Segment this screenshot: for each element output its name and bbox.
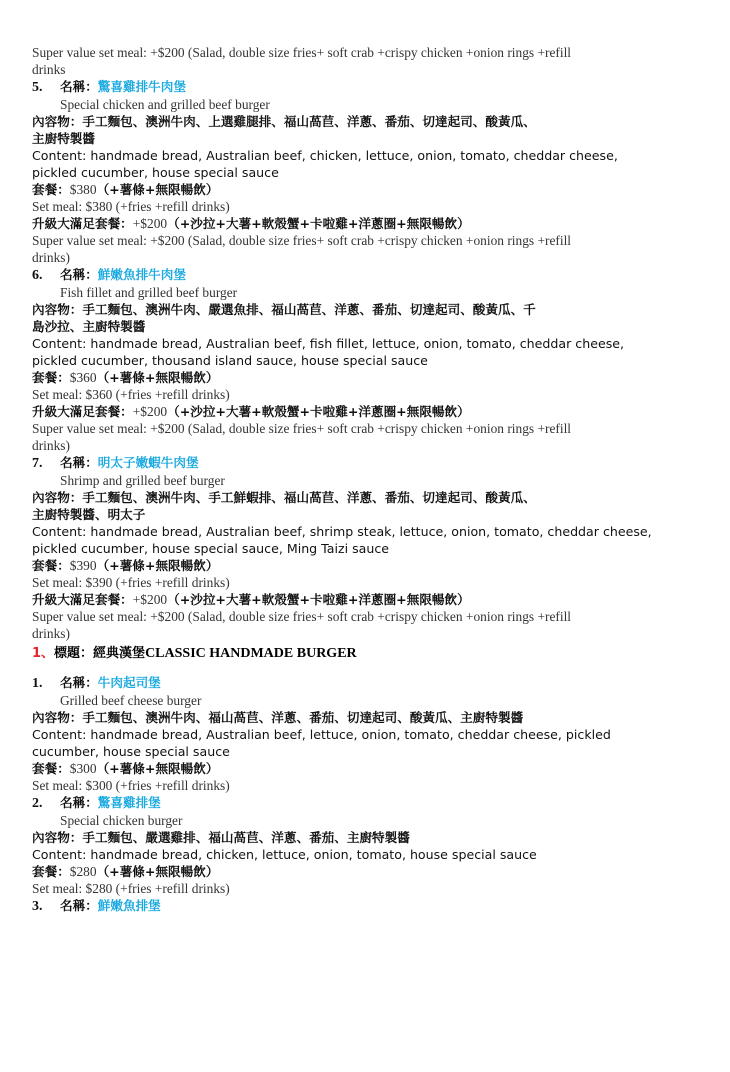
- set-meal-en: Set meal: $360 (+fries +refill drinks): [32, 387, 230, 402]
- upgrade-en-cont: drinks): [32, 438, 70, 453]
- upgrade-en: Super value set meal: +$200 (Salad, double size fries+ soft crab +crispy chicken +onion rings +refill: [32, 421, 572, 436]
- content-zh: 內容物：手工麵包、澳洲牛肉、福山萵苣、洋蔥、番茄、切達起司、酸黃瓜、主廚特製醬: [32, 710, 524, 725]
- content-en-cont: pickled cucumber, house special sauce, Ming Taizi sauce: [32, 541, 390, 556]
- set-price: $380: [69, 182, 97, 197]
- item-name-line: [32, 266, 710, 284]
- item-en-name: Special chicken burger: [60, 813, 183, 828]
- section-heading: [32, 644, 710, 664]
- set-label: 套餐：: [32, 761, 70, 776]
- set-meal-zh: [32, 181, 710, 198]
- content-en: Content: handmade bread, Australian beef, chicken, lettuce, onion, tomato, cheddar cheese,: [32, 148, 618, 163]
- item-number: 2.: [32, 796, 43, 811]
- name-label: 名稱：: [60, 455, 98, 470]
- item-name: 明太子嫩蝦牛肉堡: [97, 455, 199, 470]
- set-label: 套餐：: [32, 558, 70, 573]
- set-meal-en: Set meal: $280 (+fries +refill drinks): [32, 881, 230, 896]
- item-name: 牛肉起司堡: [97, 675, 161, 690]
- upgrade-en: Super value set meal: +$200 (Salad, double size fries+ soft crab +crispy chicken +onion rings +refill: [32, 609, 572, 624]
- section-label: 標題：經典漢堡: [54, 646, 146, 661]
- name-label: 名稱：: [60, 79, 98, 94]
- content-zh-cont: 主廚特製醬: [32, 131, 95, 146]
- name-label: 名稱：: [60, 675, 98, 690]
- content-zh: 內容物：手工麵包、嚴選雞排、福山萵苣、洋蔥、番茄、主廚特製醬: [32, 830, 410, 845]
- content-en: Content: handmade bread, Australian beef, shrimp steak, lettuce, onion, tomato, cheddar cheese,: [32, 524, 652, 539]
- upgrade-note: （+沙拉+大薯+軟殼蟹+卡啦雞+洋蔥圈+無限暢飲）: [167, 404, 470, 419]
- set-meal-zh: [32, 557, 710, 574]
- upgrade-zh: [32, 591, 710, 608]
- name-label: 名稱：: [60, 898, 98, 913]
- set-meal-zh: [32, 863, 710, 880]
- set-note: （+薯條+無限暢飲）: [96, 558, 219, 573]
- set-meal-zh: [32, 369, 710, 386]
- classic-item-2: [32, 794, 710, 897]
- item-number: 3.: [32, 899, 43, 914]
- content-zh-cont: 主廚特製醬、明太子: [32, 507, 146, 522]
- item-en-name: Special chicken and grilled beef burger: [60, 97, 270, 112]
- content-zh: 內容物：手工麵包、澳洲牛肉、手工鮮蝦排、福山萵苣、洋蔥、番茄、切達起司、酸黃瓜、: [32, 490, 536, 505]
- set-meal-en: Set meal: $390 (+fries +refill drinks): [32, 575, 230, 590]
- set-price: $280: [69, 864, 97, 879]
- upgrade-label: 升級大滿足套餐：: [32, 592, 133, 607]
- supervalue-line-cont: drinks: [32, 62, 66, 77]
- item-name-line: [32, 454, 710, 472]
- item-en-name: Shrimp and grilled beef burger: [60, 473, 225, 488]
- set-note: （+薯條+無限暢飲）: [96, 761, 219, 776]
- item-number: 1.: [32, 676, 43, 691]
- content-en: Content: handmade bread, chicken, lettuce, onion, tomato, house special sauce: [32, 847, 537, 862]
- section-en-title: CLASSIC HANDMADE BURGER: [145, 646, 357, 661]
- upgrade-price: +$200: [132, 216, 168, 231]
- set-note: （+薯條+無限暢飲）: [96, 370, 219, 385]
- item-name-line: [32, 674, 710, 692]
- set-price: $300: [69, 761, 97, 776]
- upgrade-note: （+沙拉+大薯+軟殼蟹+卡啦雞+洋蔥圈+無限暢飲）: [167, 592, 470, 607]
- content-zh: 內容物：手工麵包、澳洲牛肉、上選雞腿排、福山萵苣、洋蔥、番茄、切達起司、酸黃瓜、: [32, 114, 536, 129]
- content-en-cont: pickled cucumber, thousand island sauce, house special sauce: [32, 353, 428, 368]
- item-number: 7.: [32, 456, 43, 471]
- set-price: $360: [69, 370, 97, 385]
- item-en-name: Fish fillet and grilled beef burger: [60, 285, 238, 300]
- upgrade-label: 升級大滿足套餐：: [32, 216, 133, 231]
- content-zh-cont: 島沙拉、主廚特製醬: [32, 319, 146, 334]
- set-note: （+薯條+無限暢飲）: [96, 182, 219, 197]
- classic-item-1: [32, 674, 710, 794]
- supervalue-line: Super value set meal: +$200 (Salad, double size fries+ soft crab +crispy chicken +onion rings +refill: [32, 45, 572, 60]
- content-zh: 內容物：手工麵包、澳洲牛肉、嚴選魚排、福山萵苣、洋蔥、番茄、切達起司、酸黃瓜、千: [32, 302, 536, 317]
- item-name: 驚喜雞排堡: [97, 795, 161, 810]
- menu-item-6: [32, 266, 710, 454]
- item-name: 驚喜雞排牛肉堡: [97, 79, 186, 94]
- item-en-name: Grilled beef cheese burger: [60, 693, 202, 708]
- item-name: 鮮嫩魚排牛肉堡: [97, 267, 186, 282]
- set-note: （+薯條+無限暢飲）: [96, 864, 219, 879]
- upgrade-price: +$200: [132, 404, 168, 419]
- upgrade-zh: [32, 215, 710, 232]
- section-number: 1、: [32, 646, 55, 661]
- menu-item-5: [32, 78, 710, 266]
- item-name: 鮮嫩魚排堡: [97, 898, 161, 913]
- name-label: 名稱：: [60, 267, 98, 282]
- set-meal-en: Set meal: $300 (+fries +refill drinks): [32, 778, 230, 793]
- item-name-line: [32, 897, 710, 915]
- set-label: 套餐：: [32, 370, 70, 385]
- set-meal-en: Set meal: $380 (+fries +refill drinks): [32, 199, 230, 214]
- set-price: $390: [69, 558, 97, 573]
- upgrade-note: （+沙拉+大薯+軟殼蟹+卡啦雞+洋蔥圈+無限暢飲）: [167, 216, 470, 231]
- set-label: 套餐：: [32, 182, 70, 197]
- upgrade-en: Super value set meal: +$200 (Salad, double size fries+ soft crab +crispy chicken +onion rings +refill: [32, 233, 572, 248]
- set-meal-zh: [32, 760, 710, 777]
- content-en-cont: cucumber, house special sauce: [32, 744, 230, 759]
- item-name-line: [32, 78, 710, 96]
- upgrade-en-cont: drinks): [32, 250, 70, 265]
- content-en-cont: pickled cucumber, house special sauce: [32, 165, 279, 180]
- upgrade-price: +$200: [132, 592, 168, 607]
- upgrade-label: 升級大滿足套餐：: [32, 404, 133, 419]
- classic-item-3: [32, 897, 710, 915]
- upgrade-zh: [32, 403, 710, 420]
- menu-item-7: [32, 454, 710, 642]
- item-name-line: [32, 794, 710, 812]
- item-number: 5.: [32, 80, 43, 95]
- content-en: Content: handmade bread, Australian beef, fish fillet, lettuce, onion, tomato, cheddar cheese,: [32, 336, 625, 351]
- upgrade-en-cont: drinks): [32, 626, 70, 641]
- set-label: 套餐：: [32, 864, 70, 879]
- name-label: 名稱：: [60, 795, 98, 810]
- item-number: 6.: [32, 268, 43, 283]
- content-en: Content: handmade bread, Australian beef, lettuce, onion, tomato, cheddar cheese, pickled: [32, 727, 611, 742]
